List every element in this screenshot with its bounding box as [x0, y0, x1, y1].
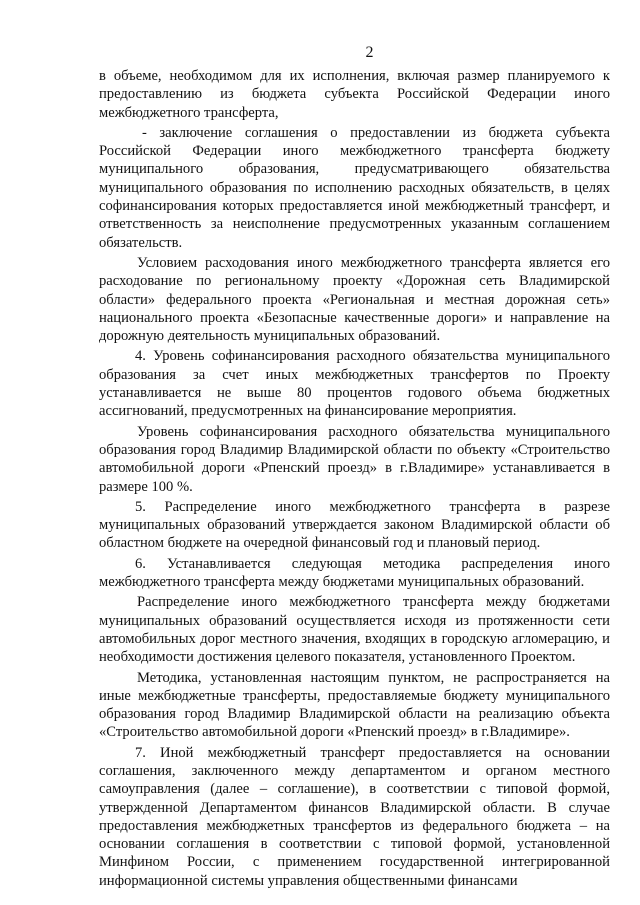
paragraph-spending-condition: Условием расходования иного межбюджетного трансферта является его расходование по региональному проекту «Дорожная сеть Владимирской области» федерального проекта «Региональная и местная дорожная сеть» национального проекта «Безопасные качественные дороги» и направление на дорожную деятельность муниципальных образований. [99, 254, 610, 345]
paragraph-distribution: Распределение иного межбюджетного трансферта между бюджетами муниципальных образований осуществляется исходя из протяженности сети автомобильных дорог местного значения, входящих в городскую агломерацию, и необходимости достижения целевого показателя, установленного Проектом. [99, 594, 610, 666]
paragraph-methodology-exception: Методика, установленная настоящим пунктом, не распространяется на иные межбюджетные трансферты, предоставляемые бюджету муниципального образования город Владимир Владимирской области на реализацию объекта «Строительство автомобильной дороги «Рпенский проезд» в г.Владимире». [99, 669, 610, 741]
paragraph-agreement-bullet: - заключение соглашения о предоставлении из бюджета субъекта Российской Федерации иного межбюджетного трансферта бюджету муниципального образования, предусматривающего обязательства муниципального образования по исполнению расходных обязательств, в целях софинансирования которых предоставляется иной межбюджетный трансферт, и ответственность за неисполнение предусмотренных указанным соглашением обязательств. [99, 124, 610, 251]
paragraph-cofinancing-vladimir: Уровень софинансирования расходного обязательства муниципального образования город Владимир Владимирской области по объекту «Строительство автомобильной дороги «Рпенский проезд» в г.Владимире» устанавливается в размере 100 %. [99, 423, 610, 495]
page-number: 2 [365, 44, 374, 61]
paragraph-item-7: 7. Иной межбюджетный трансферт предоставляется на основании соглашения, заключенного между департаментом и органом местного самоуправления (далее – соглашение), в соответствии с типовой формой, утвержденной Департаментом финансов Владимирской области. В случае предоставления межбюджетных трансфертов из федерального бюджета – на основании соглашения в соответствии с типовой формой, установленной Минфином России, с применением государственной интегрированной информационной системы управления общественными финансами [99, 744, 610, 889]
paragraph-item-4: 4. Уровень софинансирования расходного обязательства муниципального образования за счет иных межбюджетных трансфертов по Проекту устанавливается не выше 80 процентов годового объема бюджетных ассигнований, предусмотренных на финансирование мероприятия. [99, 348, 610, 420]
paragraph-continuation: в объеме, необходимом для их исполнения, включая размер планируемого к предоставлению из бюджета субъекта Российской Федерации иного межбюджетного трансферта, [99, 68, 610, 121]
paragraph-item-5: 5. Распределение иного межбюджетного трансферта в разрезе муниципальных образований утверждается законом Владимирской области об областном бюджете на очередной финансовый год и плановый период. [99, 498, 610, 552]
paragraph-item-6: 6. Устанавливается следующая методика распределения иного межбюджетного трансферта между бюджетами муниципальных образований. [99, 555, 610, 591]
